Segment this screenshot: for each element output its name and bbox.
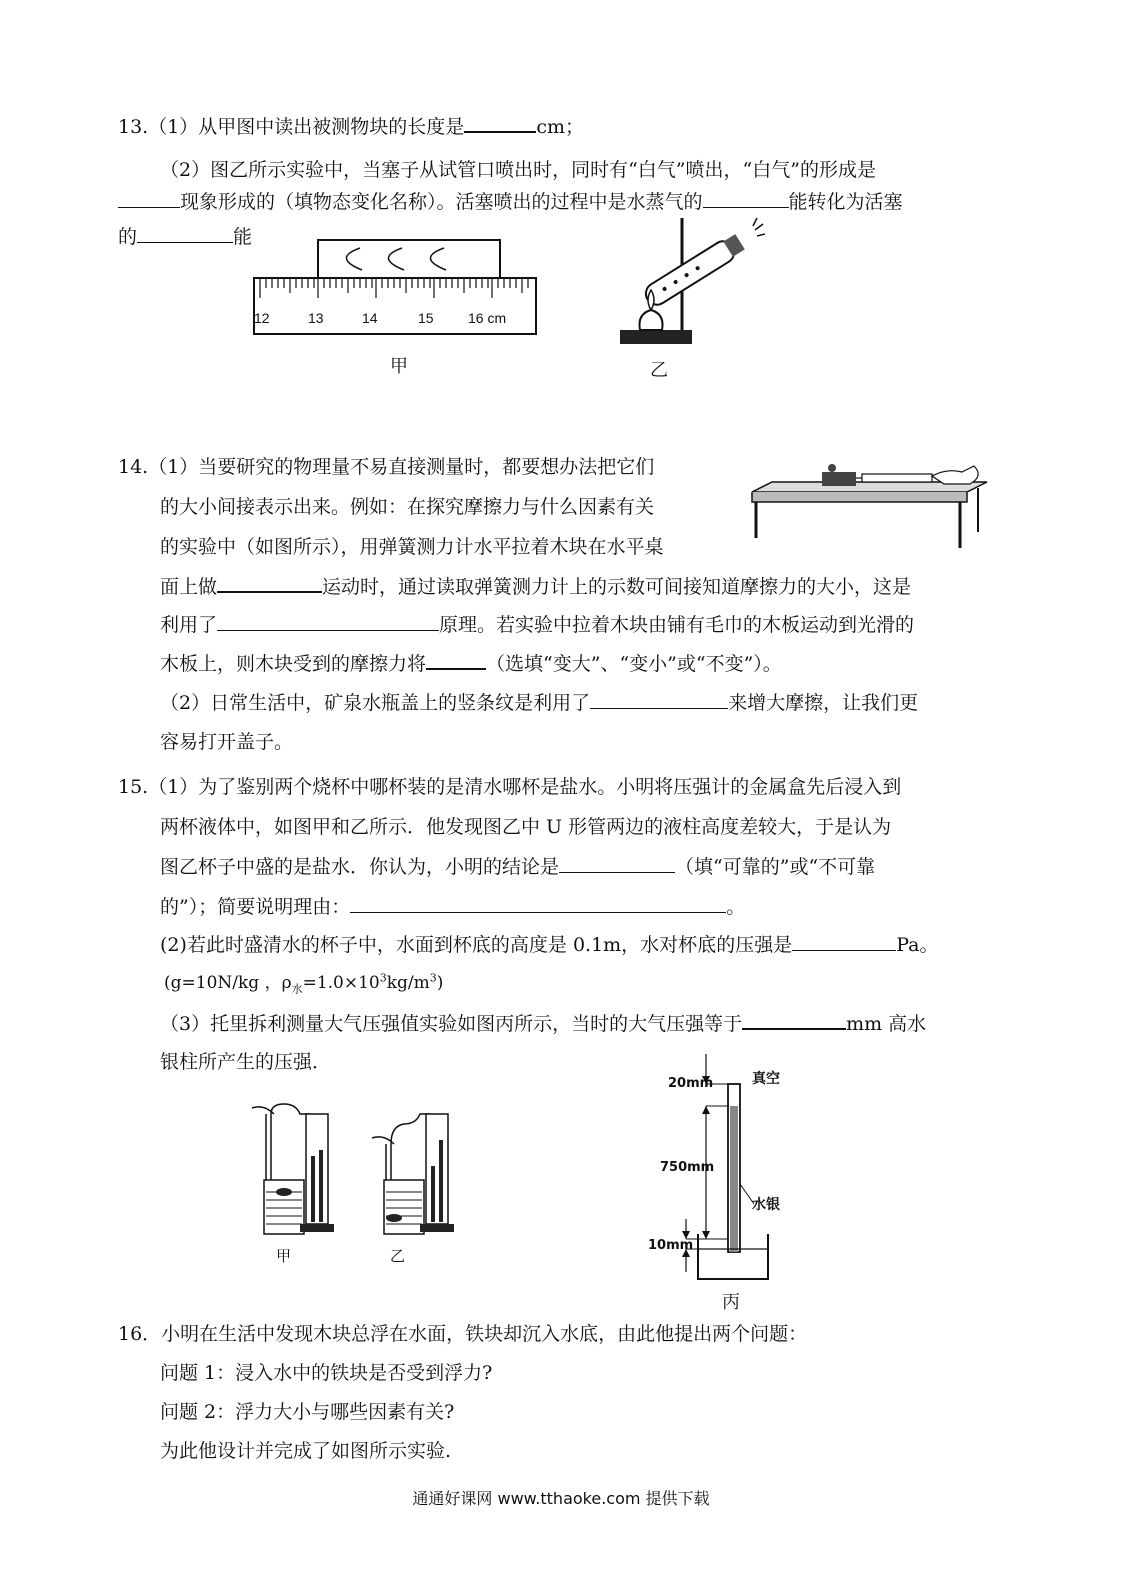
q16-line-2: 问题 1：浸入水中的铁块是否受到浮力? bbox=[160, 1362, 493, 1384]
label-10mm: 10mm bbox=[648, 1238, 694, 1253]
q15-line-1: 15.（1）为了鉴别两个烧杯中哪杯装的是清水哪杯是盐水。小明将压强计的金属盒先后浸入到 bbox=[118, 776, 902, 798]
q14-blank-principle[interactable] bbox=[217, 612, 439, 631]
q14-line-2: 的大小间接表示出来。例如：在探究摩擦力与什么因素有关 bbox=[160, 496, 655, 518]
label-vacuum: 真空 bbox=[752, 1071, 780, 1087]
q15-line-8: 银柱所产生的压强． bbox=[160, 1051, 332, 1073]
q14-line-8: 容易打开盖子。 bbox=[160, 731, 294, 753]
q15-line-5: (2)若此时盛清水的杯子中，水面到杯底的高度是 0.1m，水对杯底的压强是 Pa。 bbox=[160, 934, 939, 956]
q15-blank-mmhg[interactable] bbox=[742, 1010, 846, 1030]
beaker bbox=[384, 1180, 424, 1234]
q15-line-2: 两杯液体中，如图甲和乙所示．他发现图乙中 U 形管两边的液柱高度差较大，于是认为 bbox=[160, 816, 892, 838]
q15-blank-pressure[interactable] bbox=[792, 932, 896, 951]
q15-line-6: (g=10N/kg ，$\rho_水=1.0\times 10^3kg/m^3$) bbox=[164, 971, 444, 996]
fig-label-yi: 乙 bbox=[650, 360, 668, 381]
fig-label-jia: 甲 bbox=[390, 356, 408, 377]
q14-line-5: 利用了 原理。若实验中拉着木块由铺有毛巾的木板运动到光滑的 bbox=[160, 614, 915, 636]
q16-line-3: 问题 2：浮力大小与哪些因素有关? bbox=[160, 1401, 455, 1423]
fig-label-bing: 丙 bbox=[722, 1292, 740, 1313]
stand-base bbox=[620, 330, 692, 344]
page-footer: 通通好课网 www.tthaoke.com 提供下载 bbox=[412, 1489, 710, 1508]
u-tube bbox=[426, 1114, 448, 1224]
q13-line-1: 13.（1）从甲图中读出被测物块的长度是 cm； bbox=[118, 113, 584, 139]
gauge-setup-yi bbox=[372, 1114, 454, 1234]
ruler-tick-label: 12 bbox=[254, 310, 270, 326]
q15-line-3: 图乙杯子中盛的是盐水．你认为，小明的结论是 （填“可靠的”或“不可靠 bbox=[160, 856, 876, 878]
friction-figure bbox=[752, 458, 987, 553]
q15-line-7: （3）托里拆利测量大气压强值实验如图丙所示，当时的大气压强等于 mm 高水 bbox=[160, 1010, 926, 1036]
q13-blank-energy-1[interactable] bbox=[703, 189, 789, 208]
q14-blank-friction-change[interactable] bbox=[426, 650, 486, 670]
pressure-gauge-figure bbox=[244, 1104, 474, 1244]
u-tube bbox=[306, 1114, 328, 1224]
q15-line-4: 的”）；简要说明理由： 。 bbox=[160, 896, 746, 918]
measured-block bbox=[318, 240, 500, 278]
spring-scale bbox=[862, 474, 932, 482]
ruler-tick-label: 16 cm bbox=[468, 310, 507, 326]
q13-line-3: 现象形成的（填物态变化名称）。活塞喷出的过程中是水蒸气的 能转化为活塞 bbox=[118, 189, 903, 214]
label-mercury: 水银 bbox=[752, 1197, 780, 1213]
q15-blank-reason[interactable] bbox=[350, 894, 726, 913]
wood-block bbox=[822, 472, 856, 486]
q14-blank-method[interactable] bbox=[590, 690, 728, 709]
q13-line-4: 的 能 bbox=[118, 226, 253, 248]
fig-label-yi-2: 乙 bbox=[390, 1247, 406, 1265]
ruler-tick-label: 15 bbox=[418, 310, 434, 326]
q14-line-3: 的实验中（如图所示），用弹簧测力计水平拉着木块在水平桌 bbox=[160, 536, 664, 558]
q15-blank-conclusion[interactable] bbox=[559, 854, 675, 873]
fig-label-jia-2: 甲 bbox=[276, 1247, 292, 1265]
gauge-setup-jia bbox=[252, 1104, 334, 1234]
label-20mm: 20mm bbox=[668, 1076, 714, 1091]
label-750mm: 750mm bbox=[660, 1160, 715, 1175]
hand-icon bbox=[932, 466, 978, 484]
q13-blank-energy-2[interactable] bbox=[137, 224, 233, 243]
q14-line-7: （2）日常生活中，矿泉水瓶盖上的竖条纹是利用了 来增大摩擦，让我们更 bbox=[160, 692, 919, 714]
alcohol-lamp bbox=[639, 310, 662, 330]
q13-line-2: （2）图乙所示实验中，当塞子从试管口喷出时，同时有“白气”喷出，“白气”的形成是 bbox=[160, 159, 876, 181]
ruler-tick-label: 13 bbox=[308, 310, 324, 326]
ruler-tick-label: 14 bbox=[362, 310, 378, 326]
q14-blank-motion[interactable] bbox=[217, 573, 322, 593]
mercury-column bbox=[730, 1106, 738, 1252]
ruler-figure bbox=[250, 238, 540, 343]
q16-line-1: 16．小明在生活中发现木块总浮在水面，铁块却沉入水底，由此他提出两个问题： bbox=[118, 1323, 808, 1345]
q14-line-6: 木板上，则木块受到的摩擦力将 （选填“变大”、“变小”或“不变”）。 bbox=[160, 650, 782, 676]
q13-blank-phase-change[interactable] bbox=[118, 189, 180, 208]
q13-blank-length[interactable] bbox=[464, 113, 536, 133]
q14-line-1: 14.（1）当要研究的物理量不易直接测量时，都要想办法把它们 bbox=[118, 456, 655, 478]
test-tube bbox=[642, 232, 746, 308]
q16-line-4: 为此他设计并完成了如图所示实验. bbox=[160, 1440, 452, 1462]
test-tube-figure bbox=[615, 218, 765, 353]
q14-line-4: 面上做 运动时，通过读取弹簧测力计上的示数可间接知道摩擦力的大小，这是 bbox=[160, 573, 911, 599]
flame-icon bbox=[648, 290, 654, 310]
